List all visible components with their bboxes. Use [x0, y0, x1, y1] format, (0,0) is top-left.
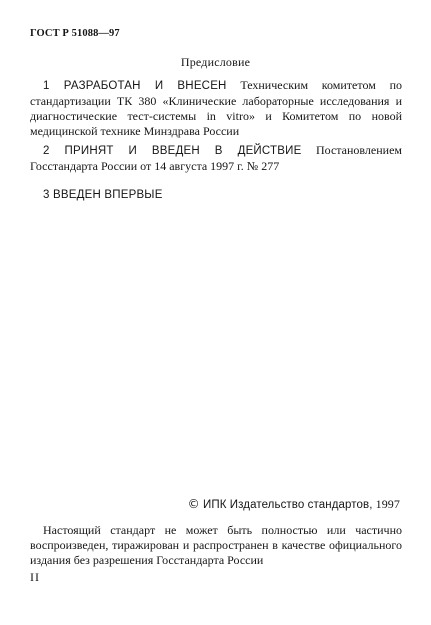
section-title: Предисловие	[180, 55, 251, 69]
page-number: II	[30, 570, 40, 584]
foreword-item-2	[30, 143, 402, 174]
copyright-year: 1997	[372, 497, 400, 511]
reproduction-notice: Настоящий стандарт не может быть полностью или частично воспроизведен, тиражирован и распространен в качестве официального издания без разрешения Госстандарта России	[30, 523, 402, 567]
foreword-item-2-text: Постановлением Госстандарта России от 14 августа 1997 г. № 277	[30, 143, 402, 173]
copyright-publisher: ИПК Издательство стандартов,	[199, 499, 373, 511]
foreword-item-1	[30, 78, 402, 139]
copyright-line	[188, 497, 400, 512]
document-header	[30, 28, 120, 39]
foreword-item-1-lead: 1 РАЗРАБОТАН И ВНЕСЕН	[43, 80, 227, 92]
copyright-symbol: ©	[187, 497, 200, 511]
foreword-item-1-text: Техническим комитетом по стандартизации ТК 380 «Клинические лабораторные исследования и диагностические тест-системы in vitro» и Комитетом по новой медицинской технике Минздрава России	[30, 78, 402, 138]
foreword-item-3	[30, 187, 402, 203]
standard-id: ГОСТ Р 51088—97	[30, 28, 120, 39]
foreword-item-2-lead: 2 ПРИНЯТ И ВВЕДЕН В ДЕЙСТВИЕ	[43, 145, 302, 157]
foreword-item-3-lead: 3 ВВЕДЕН ВПЕРВЫЕ	[43, 189, 163, 201]
